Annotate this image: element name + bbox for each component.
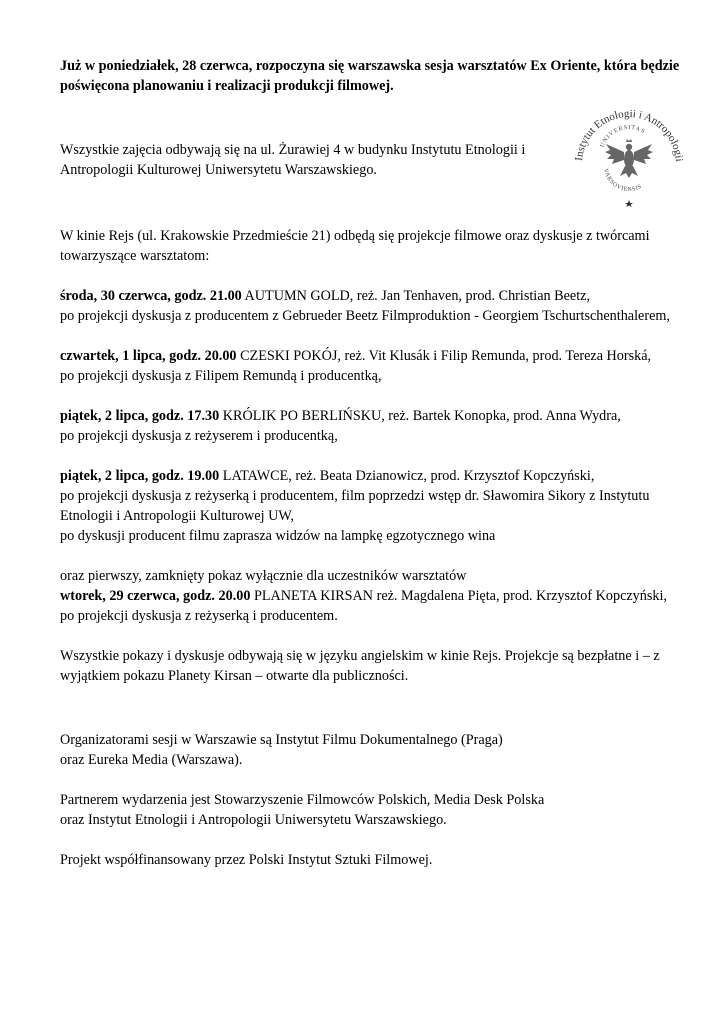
logo-top-text: UNIVERSITAS bbox=[599, 124, 647, 149]
screening-note: po projekcji dyskusja z reżyserem i producentką, bbox=[60, 428, 338, 444]
organizers-paragraph bbox=[60, 730, 680, 770]
screening-details: LATAWCE, reż. Beata Dzianowicz, prod. Krzysztof Kopczyński, bbox=[219, 468, 595, 484]
screening-note: po projekcji dyskusja z Filipem Remundą i producentką, bbox=[60, 368, 382, 384]
screening-note: po projekcji dyskusja z reżyserką i producentem, film poprzedzi wstęp dr. Sławomira Sikory z Instytutu Etnologii i Antropologii Kulturowej UW, bbox=[60, 488, 650, 524]
closed-screening-note: oraz pierwszy, zamknięty pokaz wyłącznie dla uczestników warsztatów bbox=[60, 568, 467, 584]
screening-details: PLANETA KIRSAN reż. Magdalena Pięta, prod. Krzysztof Kopczyński, bbox=[250, 588, 667, 604]
screening-date: piątek, 2 lipca, godz. 17.30 bbox=[60, 408, 220, 424]
organizers-line: Organizatorami sesji w Warszawie są Instytut Filmu Dokumentalnego (Praga) bbox=[60, 732, 503, 748]
screening-date: wtorek, 29 czerwca, godz. 20.00 bbox=[60, 588, 251, 604]
screening-date: piątek, 2 lipca, godz. 19.00 bbox=[60, 468, 220, 484]
cinema-paragraph: W kinie Rejs (ul. Krakowskie Przedmieście 21) odbędą się projekcje filmowe oraz dyskusje z twórcami towarzyszące warsztatom: bbox=[60, 228, 650, 264]
partners-line: Partnerem wydarzenia jest Stowarzyszenie Filmowców Polskich, Media Desk Polska bbox=[60, 792, 545, 808]
screening-details: AUTUMN GOLD, reż. Jan Tenhaven, prod. Christian Beetz, bbox=[241, 288, 591, 304]
screening-item bbox=[60, 466, 680, 546]
screening-details: KRÓLIK PO BERLIŃSKU, reż. Bartek Konopka, prod. Anna Wydra, bbox=[219, 408, 621, 424]
screening-item bbox=[60, 286, 680, 326]
intro-paragraph: Już w poniedziałek, 28 czerwca, rozpoczyna się warszawska sesja warsztatów Ex Oriente, która będzie poświęcona planowaniu i realizacji produkcji filmowej. bbox=[60, 58, 680, 94]
logo-outer-text: Instytut Etnologii i Antropologii bbox=[573, 107, 685, 163]
screening-note: po projekcji dyskusja z reżyserką i producentem. bbox=[60, 608, 338, 624]
screening-date: środa, 30 czerwca, godz. 21.00 bbox=[60, 288, 242, 304]
screening-note: po projekcji dyskusja z producentem z Gebrueder Beetz Filmproduktion - Georgiem Tschurtschenthalerem, bbox=[60, 308, 670, 324]
screening-date: czwartek, 1 lipca, godz. 20.00 bbox=[60, 348, 237, 364]
screening-details: CZESKI POKÓJ, reż. Vit Klusák i Filip Remunda, prod. Tereza Horská, bbox=[236, 348, 652, 364]
screening-note: po dyskusji producent filmu zaprasza widzów na lampkę egzotycznego wina bbox=[60, 528, 496, 544]
organizers-line: oraz Eureka Media (Warszawa). bbox=[60, 752, 243, 768]
partners-paragraph bbox=[60, 790, 680, 830]
logo-bottom-text: VARSOVIENSIS bbox=[602, 168, 644, 194]
language-paragraph: Wszystkie pokazy i dyskusje odbywają się w języku angielskim w kinie Rejs. Projekcje są bezpłatne i – z wyjątkiem pokazu Planety Kirsan – otwarte dla publiczności. bbox=[60, 648, 660, 684]
venue-paragraph: Wszystkie zajęcia odbywają się na ul. Żurawiej 4 w budynku Instytutu Etnologii i Antropologii Kulturowej Uniwersytetu Warszawskiego. bbox=[60, 142, 526, 178]
document-body bbox=[60, 56, 680, 870]
partners-line: oraz Instytut Etnologii i Antropologii Uniwersytetu Warszawskiego. bbox=[60, 812, 447, 828]
closed-screening bbox=[60, 566, 680, 626]
funding-paragraph: Projekt współfinansowany przez Polski Instytut Sztuki Filmowej. bbox=[60, 852, 433, 868]
screening-item bbox=[60, 346, 680, 386]
screening-item bbox=[60, 406, 680, 446]
